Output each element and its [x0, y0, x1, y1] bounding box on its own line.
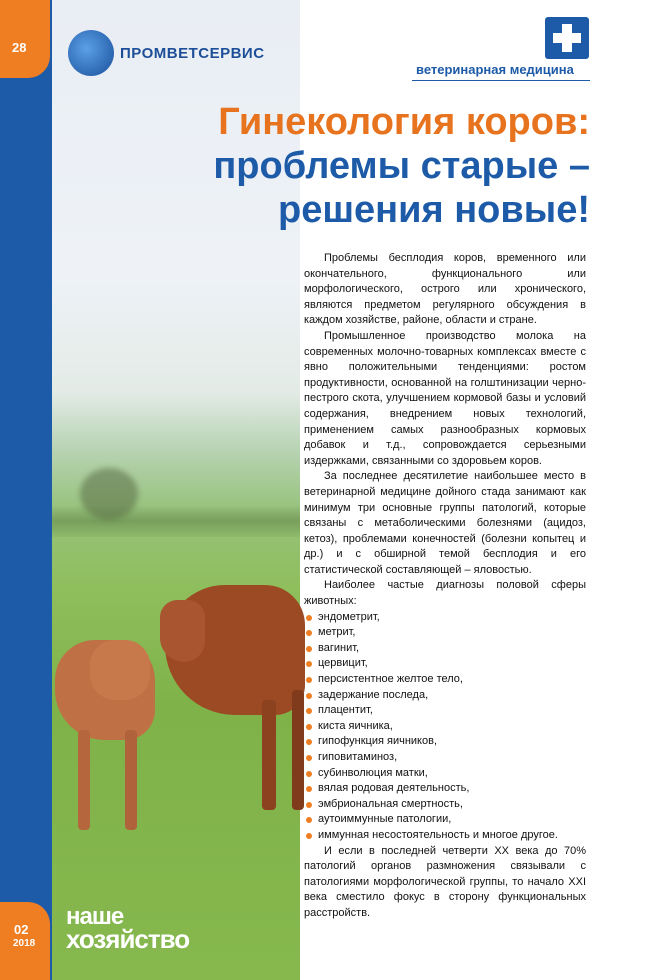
page-number: 28	[12, 40, 27, 55]
paragraph: Наиболее частые диагнозы половой сферы животных:	[304, 579, 586, 608]
promvetservis-logo	[68, 30, 265, 76]
photo-calf-head	[90, 640, 150, 700]
paragraph: И если в последней четверти XX века до 70% патологий органов размножения связывали с патологиями морфологической группы, то начало XXI века сместило фокус в сторону функциональных расстройств.	[304, 844, 586, 919]
title-line-2: проблемы старые –	[213, 145, 590, 187]
promvetservis-logo-icon	[68, 30, 114, 76]
article-title	[150, 100, 590, 232]
paragraph: Промышленное производство молока на современных молочно-товарных комплексах вместе с явно положительными тенденциями: ростом продуктивности, основанной на голштинизации черно-пестрого скота, улучшением кормовой базы и условий содержания, внедрением новых технологий, применением самых разнообразных кормовых добавок и т.д., сопровождается серьезными издержками, связанными со здоровьем коров.	[304, 329, 586, 467]
photo-cow-leg	[292, 690, 304, 810]
paragraph: За последнее десятилетие наибольшее место в ветеринарной медицине дойного стада занимают как минимум три основные группы патологий, которые связаны с метаболическими болезнями (ацидоз, кетоз), проблемами конечностей (болезни копытец и др.) и с обширной темой бесплодия и его статистической составляющей – яловостью.	[304, 470, 586, 576]
list-item: гипофункция яичников,	[304, 734, 586, 750]
issue-number: 02	[14, 922, 29, 937]
article-body	[304, 251, 586, 922]
list-item: вялая родовая деятельность,	[304, 781, 586, 797]
magazine-logo-line-1: наше	[66, 903, 124, 930]
issue-year: 2018	[13, 938, 36, 949]
list-item: эмбриональная смертность,	[304, 797, 586, 813]
left-color-bar	[0, 0, 52, 980]
medical-cross-icon	[545, 17, 589, 59]
magazine-logo-line-2: хозяйство	[66, 924, 190, 954]
photo-cow-head	[160, 600, 205, 662]
logo-text: ПРОМВЕТСЕРВИС	[120, 44, 265, 62]
page-number-tab	[0, 0, 50, 78]
list-item: вагинит,	[304, 641, 586, 657]
title-line-1: Гинекология коров:	[218, 101, 590, 143]
section-divider	[412, 80, 590, 81]
photo-calf-leg	[78, 730, 90, 830]
list-item: аутоиммунные патологии,	[304, 812, 586, 828]
photo-tree	[80, 468, 138, 520]
list-item: цервицит,	[304, 656, 586, 672]
diagnosis-list	[304, 610, 586, 844]
list-item: гиповитаминоз,	[304, 750, 586, 766]
list-item: метрит,	[304, 625, 586, 641]
list-item: иммунная несостоятельность и многое другое.	[304, 828, 586, 844]
magazine-logo	[66, 903, 190, 954]
list-item: эндометрит,	[304, 610, 586, 626]
list-item: задержание последа,	[304, 688, 586, 704]
section-label: ветеринарная медицина	[416, 62, 574, 77]
list-item: киста яичника,	[304, 719, 586, 735]
list-item: субинволюция матки,	[304, 766, 586, 782]
paragraph: Проблемы бесплодия коров, временного или окончательного, функционального или морфологического, острого или хронического, являются предметом регулярного обсуждения в каждом хозяйстве, районе, области и стране.	[304, 252, 586, 327]
title-line-3: решения новые!	[278, 189, 590, 231]
photo-calf-leg	[125, 730, 137, 830]
photo-cow-leg	[262, 700, 276, 810]
list-item: персистентное желтое тело,	[304, 672, 586, 688]
list-item: плацентит,	[304, 703, 586, 719]
